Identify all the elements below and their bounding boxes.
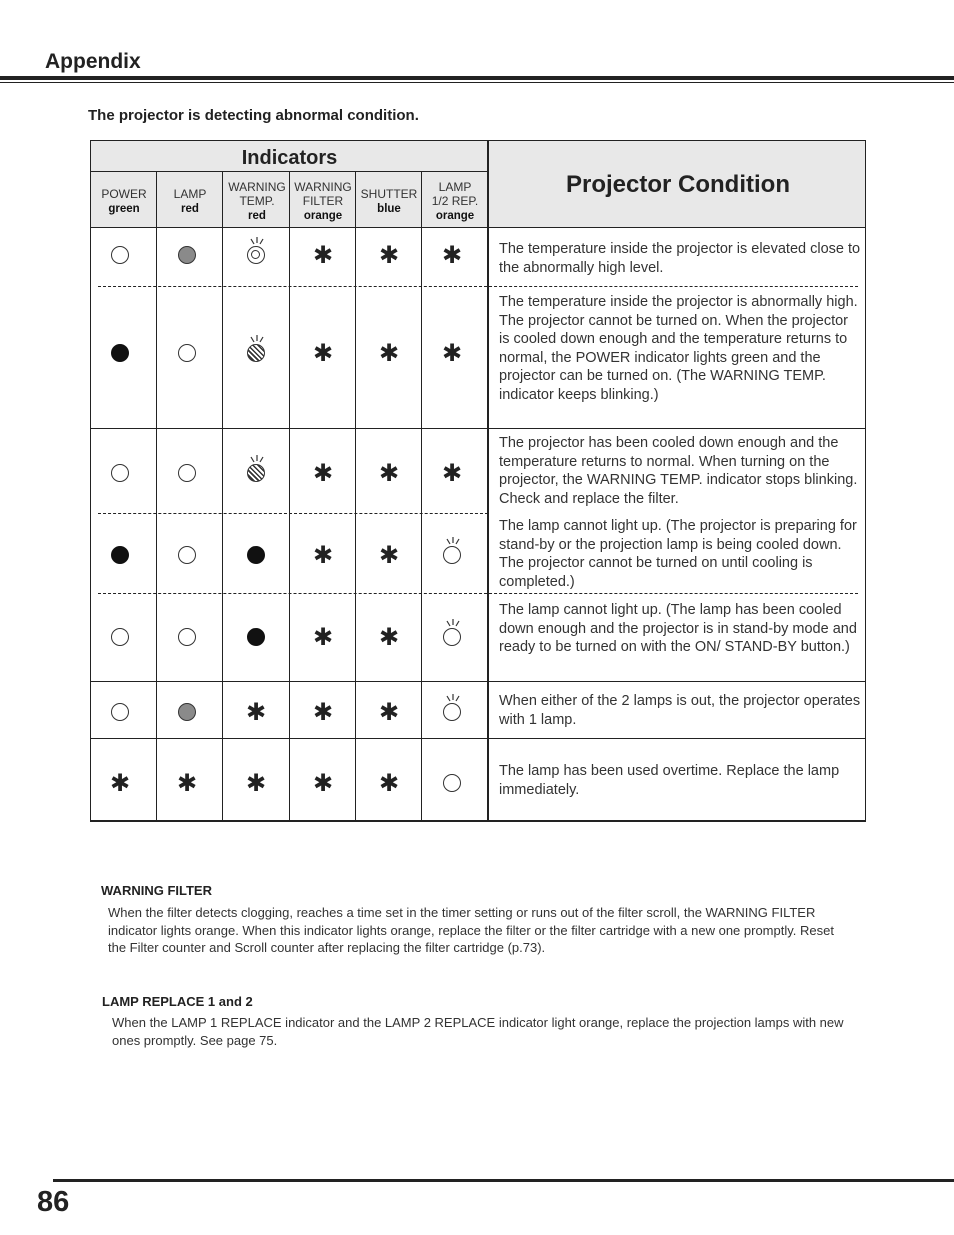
note-body-warning-filter: When the filter detects clogging, reaches a time set in the timer setting or runs out of the filter scroll, the WARNING FILTER indicator lights orange. When this indicator lights orange, replace the filter or the filter cartridge with a new one promptly. Reset the Filter counter and Scroll counter after replacing the filter cartridge (p.73). [108,905,834,955]
condition-text: The lamp cannot light up. (The projector is preparing for stand-by or the projection lamp is being cooled down. The projector cannot be turned on until cooling is completed.) [499,518,857,590]
any-state-icon: ✱ [312,623,334,651]
any-state-icon: ✱ [312,241,334,269]
note-body-lamp-replace: When the LAMP 1 REPLACE indicator and the LAMP 2 REPLACE indicator light orange, replace the projection lamps with new ones promptly. See page 75. [112,1015,844,1048]
col-line [222,171,223,821]
col-line [156,171,157,821]
row-separator-dashed [98,513,488,514]
table-header [90,140,866,228]
col-name: LAMP 1/2 REP. [431,180,479,208]
condition-text: The projector has been cooled down enough and the temperature returns to normal. When turning on the projector, the WARNING TEMP. indicator stops blinking. Check and replace the filter. [499,435,858,507]
page-subtitle: The projector is detecting abnormal condition. [88,107,419,124]
indicator-on-icon [111,344,129,362]
col-header-warning-temp [224,180,290,223]
condition-text: The temperature inside the projector is abnormally high. The projector cannot be turned on. When the projector is cooled down enough and the temperature returns to normal, the POWER indicator lights green and the projector can be turned on. (The WARNING TEMP. indicator keeps blinking.) [499,294,858,403]
any-state-icon: ✱ [378,339,400,367]
indicator-table [90,140,866,821]
any-state-icon: ✱ [378,459,400,487]
table-border-right [865,140,866,821]
col-name: WARNING TEMP. [228,180,286,208]
col-name: LAMP [173,187,207,201]
indicators-heading-rule [90,171,487,172]
col-line [421,171,422,821]
indicator-off-icon [443,774,461,792]
indicator-blinking-icon [443,546,461,564]
indicators-heading: Indicators [241,147,338,169]
any-state-icon: ✱ [441,339,463,367]
indicator-off-icon [178,628,196,646]
col-header-lamp [157,187,223,216]
any-state-icon: ✱ [109,769,131,797]
indicator-off-icon [178,464,196,482]
note-title-lamp-replace: LAMP REPLACE 1 and 2 [102,994,253,1009]
any-state-icon: ✱ [176,769,198,797]
indicator-blinking-icon [443,628,461,646]
col-color: blue [377,203,401,215]
col-header-lamp-rep [422,180,488,223]
any-state-icon: ✱ [312,541,334,569]
header-rule [0,76,954,80]
table-border-bottom [90,820,866,822]
condition-text: The temperature inside the projector is elevated close to the abnormally high level. [499,241,861,276]
row-separator-dashed [98,286,858,287]
col-color: orange [303,210,343,222]
any-state-icon: ✱ [378,241,400,269]
any-state-icon: ✱ [245,698,267,726]
header-rule-thin [0,82,954,83]
col-name: POWER [101,187,147,201]
condition-text: The lamp has been used overtime. Replace the lamp immediately. [499,763,840,798]
condition-text: The lamp cannot light up. (The lamp has been cooled down enough and the projector is in stand-by mode and ready to be turned on with the ON/ STAND-BY button.) [499,602,857,656]
any-state-icon: ✱ [378,769,400,797]
any-state-icon: ✱ [378,698,400,726]
indicator-on-icon [247,628,265,646]
any-state-icon: ✱ [312,339,334,367]
note-title-warning-filter: WARNING FILTER [101,883,212,898]
indicator-off-icon [111,464,129,482]
col-header-shutter [356,187,422,216]
col-line [289,171,290,821]
indicator-blinking-icon [247,246,265,264]
col-color: red [248,210,266,222]
indicator-off-icon [178,344,196,362]
col-name: WARNING FILTER [294,180,352,208]
indicator-blinking-icon [443,703,461,721]
indicator-off-icon [111,703,129,721]
table-divider [487,140,489,821]
row-separator [90,738,866,739]
any-state-icon: ✱ [378,541,400,569]
any-state-icon: ✱ [441,459,463,487]
col-color: green [108,203,140,215]
indicator-lit-icon [178,703,196,721]
col-name: SHUTTER [360,187,418,201]
section-title: Appendix [45,50,141,73]
row-separator-dashed [98,593,858,594]
indicator-blinking-icon [247,464,265,482]
any-state-icon: ✱ [312,698,334,726]
table-border-left [90,140,91,821]
row-separator [90,681,866,682]
indicator-blinking-icon [247,344,265,362]
any-state-icon: ✱ [378,623,400,651]
col-header-warning-filter [290,180,356,223]
indicator-lit-icon [178,246,196,264]
any-state-icon: ✱ [441,241,463,269]
col-header-power [91,187,157,216]
condition-text: When either of the 2 lamps is out, the projector operates with 1 lamp. [499,693,861,728]
indicator-off-icon [111,246,129,264]
indicator-on-icon [111,546,129,564]
row-separator [90,428,866,429]
any-state-icon: ✱ [312,459,334,487]
any-state-icon: ✱ [245,769,267,797]
page-number: 86 [37,1186,70,1218]
any-state-icon: ✱ [312,769,334,797]
indicator-on-icon [247,546,265,564]
col-line [355,171,356,821]
col-color: red [181,203,199,215]
footer-rule [53,1179,954,1182]
projector-condition-heading: Projector Condition [566,171,790,198]
col-color: orange [435,210,475,222]
indicator-off-icon [111,628,129,646]
indicator-off-icon [178,546,196,564]
